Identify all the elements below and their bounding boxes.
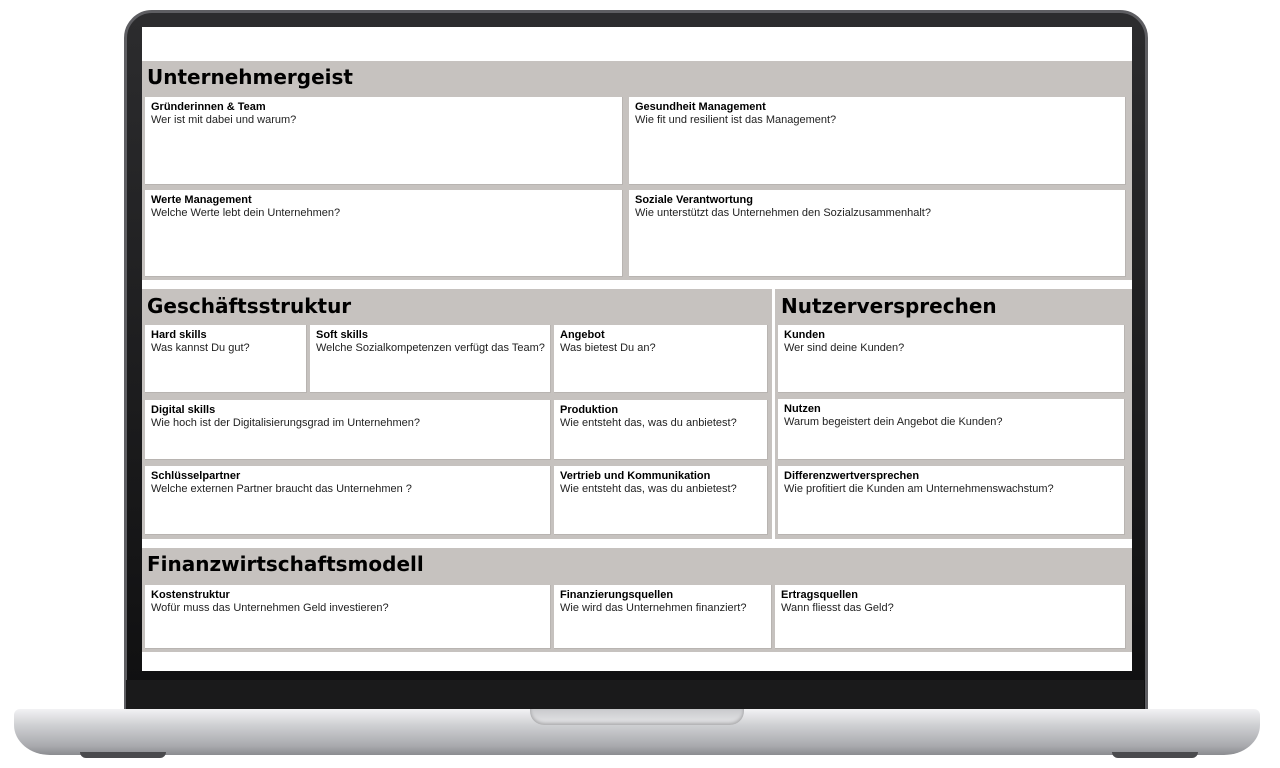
laptop-bezel-bottom: [126, 680, 1144, 710]
box-description: Wie entsteht das, was du anbietest?: [560, 417, 737, 429]
box-description: Wie entsteht das, was du anbietest?: [560, 483, 737, 495]
section-title-nutzerversprechen: Nutzerversprechen: [781, 294, 997, 318]
box-werte-management[interactable]: [145, 190, 623, 277]
section-title-geschaeftsstruktur: Geschäftsstruktur: [147, 294, 352, 318]
section-title-finanzwirtschaftsmodell: Finanzwirtschaftsmodell: [147, 552, 424, 576]
section-title-unternehmergeist: Unternehmergeist: [147, 65, 353, 89]
box-description: Wie fit und resilient ist das Management?: [635, 114, 837, 126]
box-gruenderinnen-team[interactable]: [145, 97, 623, 185]
box-nutzen[interactable]: [778, 399, 1125, 460]
box-title: Finanzierungsquellen: [560, 589, 674, 601]
box-title: Schlüsselpartner: [151, 470, 241, 482]
box-vertrieb-kommunikation[interactable]: [554, 466, 768, 535]
box-ertragsquellen[interactable]: [775, 585, 1126, 649]
laptop-foot-left: [80, 752, 166, 758]
box-title: Kunden: [784, 329, 825, 341]
box-description: Was kannst Du gut?: [151, 342, 250, 354]
box-schluesselpartner[interactable]: [145, 466, 551, 535]
box-title: Soft skills: [316, 329, 368, 341]
box-title: Soziale Verantwortung: [635, 194, 753, 206]
box-description: Was bietest Du an?: [560, 342, 656, 354]
box-description: Welche Sozialkompetenzen verfügt das Team?: [316, 342, 545, 354]
box-description: Wer sind deine Kunden?: [784, 342, 905, 354]
box-title: Nutzen: [784, 403, 821, 415]
box-description: Welche externen Partner braucht das Unternehmen ?: [151, 483, 412, 495]
box-description: Wie hoch ist der Digitalisierungsgrad im Unternehmen?: [151, 417, 421, 429]
box-kostenstruktur[interactable]: [145, 585, 551, 649]
laptop-opening-notch: [530, 709, 744, 725]
box-title: Angebot: [560, 329, 605, 341]
box-title: Gesundheit Management: [635, 101, 766, 113]
box-title: Ertragsquellen: [781, 589, 859, 601]
box-description: Wofür muss das Unternehmen Geld investieren?: [151, 602, 389, 614]
box-description: Wer ist mit dabei und warum?: [151, 114, 297, 126]
box-title: Produktion: [560, 404, 619, 416]
box-finanzierungsquellen[interactable]: [554, 585, 772, 649]
box-soft-skills[interactable]: [310, 325, 551, 393]
box-hard-skills[interactable]: [145, 325, 307, 393]
box-kunden[interactable]: [778, 325, 1125, 393]
box-description: Wie wird das Unternehmen finanziert?: [560, 602, 747, 614]
box-soziale-verantwortung[interactable]: [629, 190, 1126, 277]
box-description: Wie unterstützt das Unternehmen den Sozialzusammenhalt?: [635, 207, 931, 219]
box-description: Warum begeistert dein Angebot die Kunden?: [784, 416, 1003, 428]
box-title: Digital skills: [151, 404, 216, 416]
box-produktion[interactable]: [554, 400, 768, 460]
box-title: Kostenstruktur: [151, 589, 230, 601]
box-differenzwertversprechen[interactable]: [778, 466, 1125, 535]
box-description: Welche Werte lebt dein Unternehmen?: [151, 207, 341, 219]
box-gesundheit-management[interactable]: [629, 97, 1126, 185]
box-title: Werte Management: [151, 194, 252, 206]
laptop-foot-right: [1112, 752, 1198, 758]
box-title: Vertrieb und Kommunikation: [560, 470, 711, 482]
box-title: Gründerinnen & Team: [151, 101, 266, 113]
box-angebot[interactable]: [554, 325, 768, 393]
screen: [142, 27, 1132, 671]
box-description: Wann fliesst das Geld?: [781, 602, 894, 614]
box-description: Wie profitiert die Kunden am Unternehmenswachstum?: [784, 483, 1054, 495]
box-title: Differenzwertversprechen: [784, 470, 920, 482]
box-title: Hard skills: [151, 329, 207, 341]
box-digital-skills[interactable]: [145, 400, 551, 460]
